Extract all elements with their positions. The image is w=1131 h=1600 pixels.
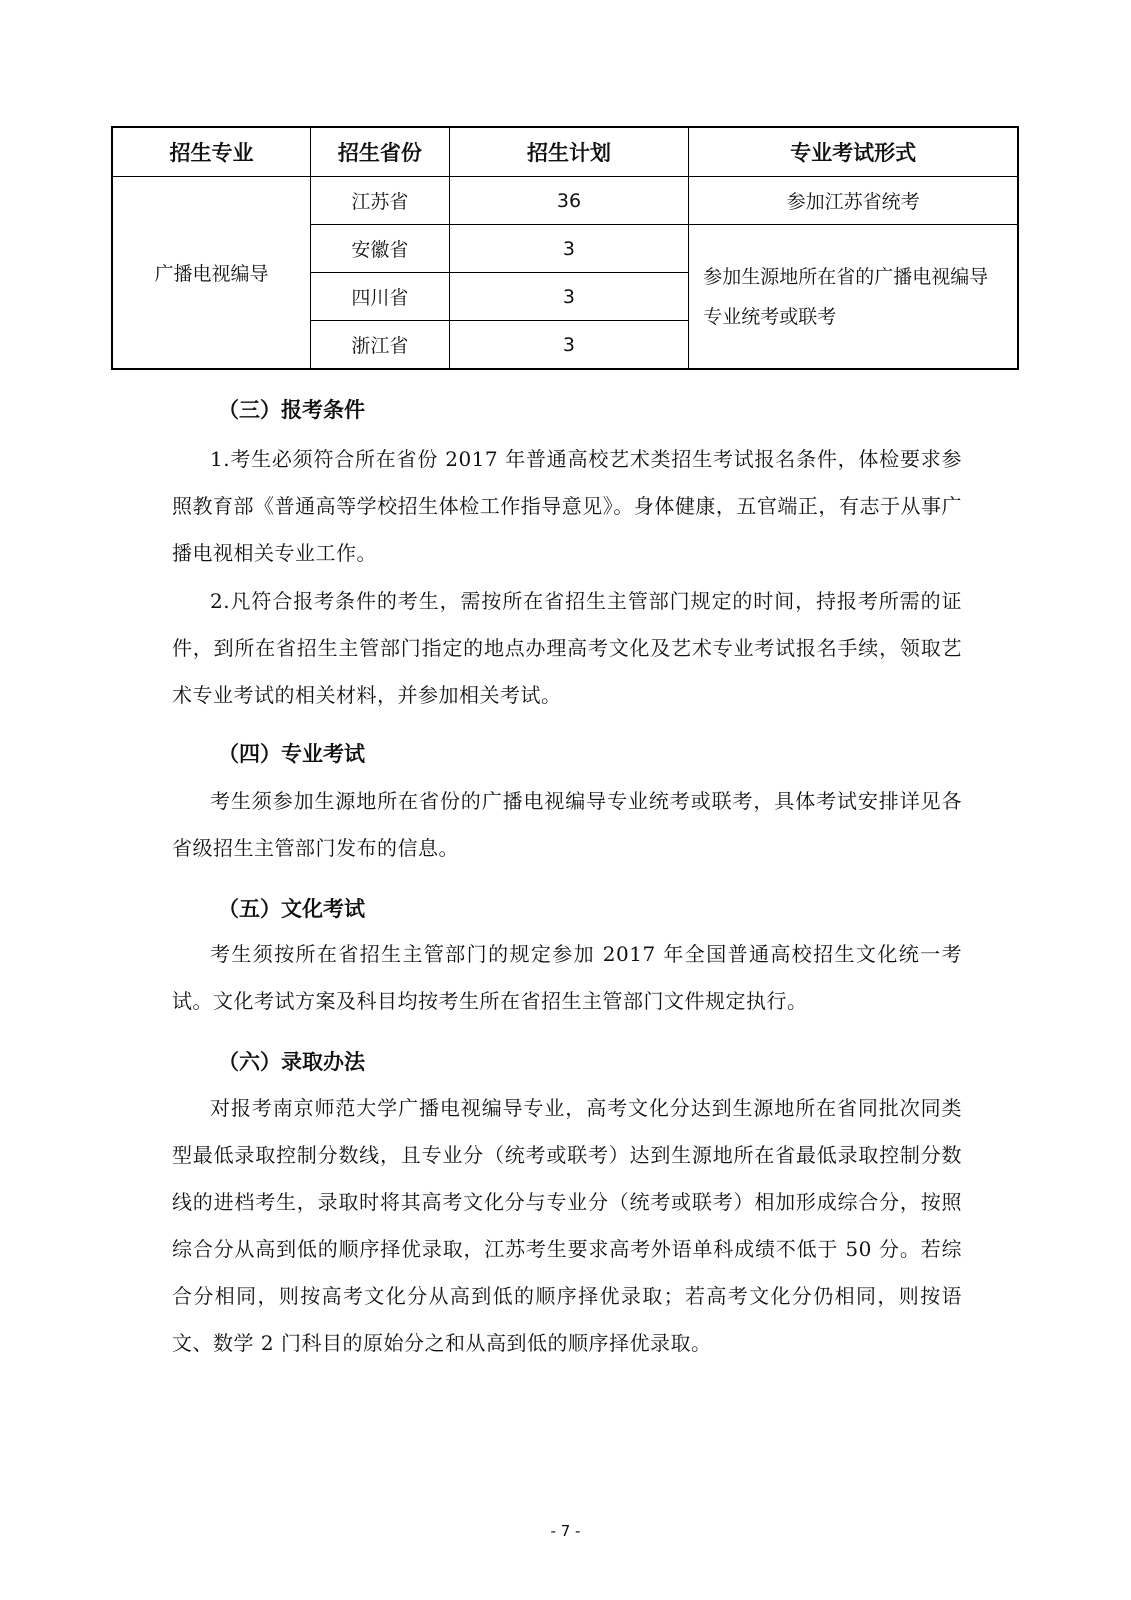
province-cell: 江苏省 <box>311 177 450 225</box>
header-exam-form: 专业考试形式 <box>689 127 1018 177</box>
paragraph: 考生须参加生源地所在省份的广播电视编导专业统考或联考，具体考试安排详见各省级招生主管部门发布的信息。 <box>172 789 962 860</box>
section-heading-admission-method: （六）录取办法 <box>218 1050 365 1074</box>
section-heading-cultural-exam: （五）文化考试 <box>218 897 365 921</box>
province-cell: 四川省 <box>311 273 450 321</box>
exam-form-cell: 参加江苏省统考 <box>689 177 1018 225</box>
plan-cell: 3 <box>449 273 688 321</box>
paragraph: 1.考生必须符合所在省份 2017 年普通高校艺术类招生考试报名条件，体检要求参照教育部《普通高等学校招生体检工作指导意见》。身体健康，五官端正，有志于从事广播电视相关专业工作。 <box>172 447 962 565</box>
page-number: - 7 - <box>550 1522 581 1540</box>
header-major: 招生专业 <box>112 127 311 177</box>
header-plan: 招生计划 <box>449 127 688 177</box>
paragraph: 考生须按所在省招生主管部门的规定参加 2017 年全国普通高校招生文化统一考试。文化考试方案及科目均按考生所在省招生主管部门文件规定执行。 <box>172 942 962 1013</box>
table-row <box>112 177 1018 225</box>
plan-cell: 3 <box>449 321 688 370</box>
section-heading-professional-exam: （四）专业考试 <box>218 742 365 766</box>
enrollment-plan-table <box>111 126 1019 370</box>
plan-cell: 36 <box>449 177 688 225</box>
paragraph: 2.凡符合报考条件的考生，需按所在省招生主管部门规定的时间，持报考所需的证件，到所在省招生主管部门指定的地点办理高考文化及艺术专业考试报名手续，领取艺术专业考试的相关材料，并参加相关考试。 <box>172 589 962 707</box>
province-cell: 安徽省 <box>311 225 450 273</box>
table-header-row <box>112 127 1018 177</box>
header-province: 招生省份 <box>311 127 450 177</box>
province-cell: 浙江省 <box>311 321 450 370</box>
exam-form-cell: 参加生源地所在省的广播电视编导专业统考或联考 <box>689 225 1018 370</box>
plan-cell: 3 <box>449 225 688 273</box>
section-heading-application-conditions: （三）报考条件 <box>218 398 365 422</box>
paragraph: 对报考南京师范大学广播电视编导专业，高考文化分达到生源地所在省同批次同类型最低录取控制分数线，且专业分（统考或联考）达到生源地所在省最低录取控制分数线的进档考生，录取时将其高考文化分与专业分（统考或联考）相加形成综合分，按照综合分从高到低的顺序择优录取，江苏考生要求高考外语单科成绩不低于 50 分。若综合分相同，则按高考文化分从高到低的顺序择优录取；若高考文化分仍相同，则按语文、数学 2 门科目的原始分之和从高到低的顺序择优录取。 <box>172 1096 962 1355</box>
major-cell: 广播电视编导 <box>112 177 311 370</box>
